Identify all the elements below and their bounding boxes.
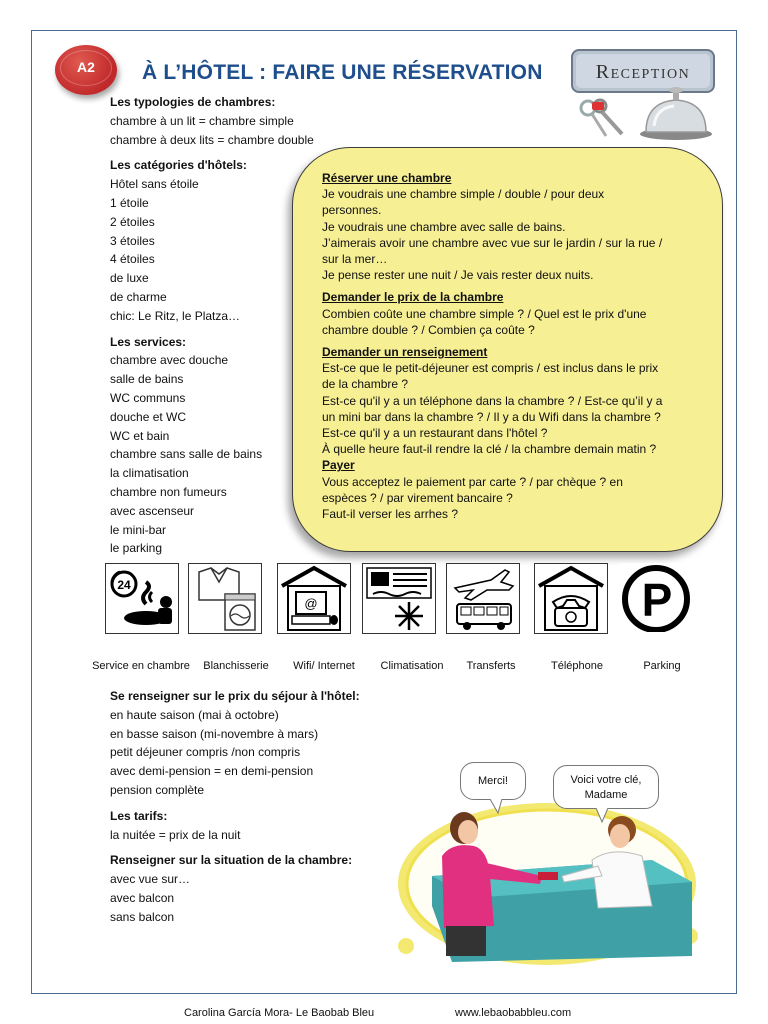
hotel-desk-illustration [392, 786, 702, 976]
keys-icon [581, 100, 622, 136]
list-item: chambre sans salle de bains [110, 447, 263, 462]
list-item: chic: Le Ritz, le Platza… [110, 308, 241, 323]
list-item: WC et bain [110, 428, 170, 443]
level-badge: A2 [55, 45, 117, 95]
pay-heading: Payer [322, 458, 355, 473]
phrase-line: personnes. [322, 203, 382, 218]
list-item: en basse saison (mi-novembre à mars) [110, 726, 319, 741]
list-item: salle de bains [110, 372, 184, 387]
phrase-line: espèces ? / par virement bancaire ? [322, 490, 513, 505]
svg-text:24: 24 [117, 578, 131, 592]
guest-speech-bubble [460, 762, 526, 800]
transfers-icon [446, 563, 520, 634]
phrase-line: Combien coûte une chambre simple ? / Quel est le prix d'une [322, 306, 647, 321]
list-item: la climatisation [110, 466, 189, 481]
reception-illustration [566, 46, 726, 146]
guest-speech-text: Merci! [478, 775, 508, 787]
guest-bubble-tail [488, 799, 508, 815]
list-item: 3 étoiles [110, 233, 155, 248]
phrase-line: À quelle heure faut-il rendre la clé / la chambre demain matin ? [322, 442, 657, 457]
phrase-line: Je voudrais une chambre avec salle de bains. [322, 219, 566, 234]
list-item: en haute saison (mai à octobre) [110, 707, 279, 722]
phrase-line: Est-ce que le petit-déjeuner est compris / est inclus dans le prix [322, 361, 659, 376]
list-item: WC communs [110, 390, 186, 405]
list-item: le parking [110, 541, 163, 556]
list-item: pension complète [110, 782, 205, 797]
phrase-line: sur la mer… [322, 252, 388, 267]
list-item: avec demi-pension = en demi-pension [110, 764, 314, 779]
phrase-line: Vous acceptez le paiement par carte ? / par chèque ? en [322, 474, 623, 489]
list-item: de luxe [110, 271, 149, 286]
list-item: la nuitée = prix de la nuit [110, 827, 241, 842]
room-service-label: Service en chambre [92, 660, 190, 672]
room-service-icon [105, 563, 179, 634]
laundry-icon [188, 563, 262, 634]
list-item: 1 étoile [110, 195, 149, 210]
phrase-line: chambre double ? / Combien ça coûte ? [322, 322, 535, 337]
phrase-line: J’aimerais avoir une chambre avec vue sur le jardin / sur la rue / [322, 235, 663, 250]
transfers-label: Transferts [466, 660, 516, 672]
phrases-text [322, 170, 702, 522]
list-item: douche et WC [110, 409, 187, 424]
room-types-heading: Les typologies de chambres: [110, 95, 276, 109]
list-item: chambre à un lit = chambre simple [110, 113, 294, 128]
room-situation-heading: Renseigner sur la situation de la chambre: [110, 853, 353, 868]
reserve-heading: Réserver une chambre [322, 171, 452, 185]
clerk-speech-line: Madame [584, 789, 628, 801]
phrase-line: Faut-il verser les arrhes ? [322, 507, 459, 522]
list-item: sans balcon [110, 909, 175, 924]
info-heading: Demander un renseignement [322, 345, 488, 360]
list-item: 4 étoiles [110, 252, 155, 267]
svg-text:@: @ [304, 596, 318, 611]
clerk-bubble-tail [594, 808, 614, 824]
rates-heading: Les tarifs: [110, 808, 168, 823]
air-conditioning-label: Climatisation [380, 660, 444, 672]
wifi-internet-icon [277, 563, 351, 634]
clerk-speech-bubble [553, 765, 659, 809]
page-title: À L’HÔTEL : FAIRE UNE RÉSERVATION [142, 61, 543, 84]
clerk-speech-line: Voici votre clé, [570, 774, 642, 786]
footer-author: Carolina García Mora- Le Baobab Bleu [184, 1007, 375, 1019]
list-item: chambre à deux lits = chambre double [110, 132, 314, 147]
list-item: 2 étoiles [110, 214, 155, 229]
phrase-line: Est-ce qu'il y a un téléphone dans la chambre ? / Est-ce qu’il y a [322, 393, 663, 408]
parking-icon [620, 563, 694, 634]
wifi-label: Wifi/ Internet [293, 660, 355, 672]
list-item: le mini-bar [110, 522, 167, 537]
bell-icon [640, 87, 712, 140]
phrase-line: Je voudrais une chambre simple / double / pour deux [322, 187, 605, 202]
reception-sign-text: Reception [595, 61, 691, 83]
list-item: chambre avec douche [110, 353, 229, 368]
list-item: chambre non fumeurs [110, 484, 227, 499]
telephone-icon [534, 563, 608, 634]
footer-website[interactable]: www.lebaobabbleu.com [455, 1007, 572, 1019]
parking-label: Parking [643, 660, 681, 672]
list-item: avec ascenseur [110, 503, 195, 518]
air-conditioning-icon [362, 563, 436, 634]
list-item: Hôtel sans étoile [110, 177, 199, 192]
list-item: avec vue sur… [110, 872, 191, 887]
key-card [538, 872, 558, 880]
hotel-categories-heading: Les catégories d'hôtels: [110, 158, 247, 173]
phrase-line: Je pense rester une nuit / Je vais rester deux nuits. [322, 268, 594, 283]
left-column-bottom [110, 687, 390, 927]
svg-text:P: P [641, 574, 673, 626]
phrase-line: Est-ce qu'il y a un restaurant dans l'hôtel ? [322, 426, 548, 441]
services-heading: Les services: [110, 334, 187, 349]
list-item: avec balcon [110, 890, 175, 905]
stay-price-heading: Se renseigner sur le prix du séjour à l'hôtel: [110, 689, 360, 703]
price-heading: Demander le prix de la chambre [322, 290, 504, 305]
telephone-label: Téléphone [551, 660, 603, 672]
phrase-line: un mini bar dans la chambre ? / Il y a du Wifi dans la chambre ? [322, 409, 661, 424]
list-item: de charme [110, 289, 167, 304]
phrase-line: de la chambre ? [322, 377, 409, 392]
laundry-label: Blanchisserie [203, 660, 269, 672]
list-item: petit déjeuner compris /non compris [110, 745, 301, 760]
